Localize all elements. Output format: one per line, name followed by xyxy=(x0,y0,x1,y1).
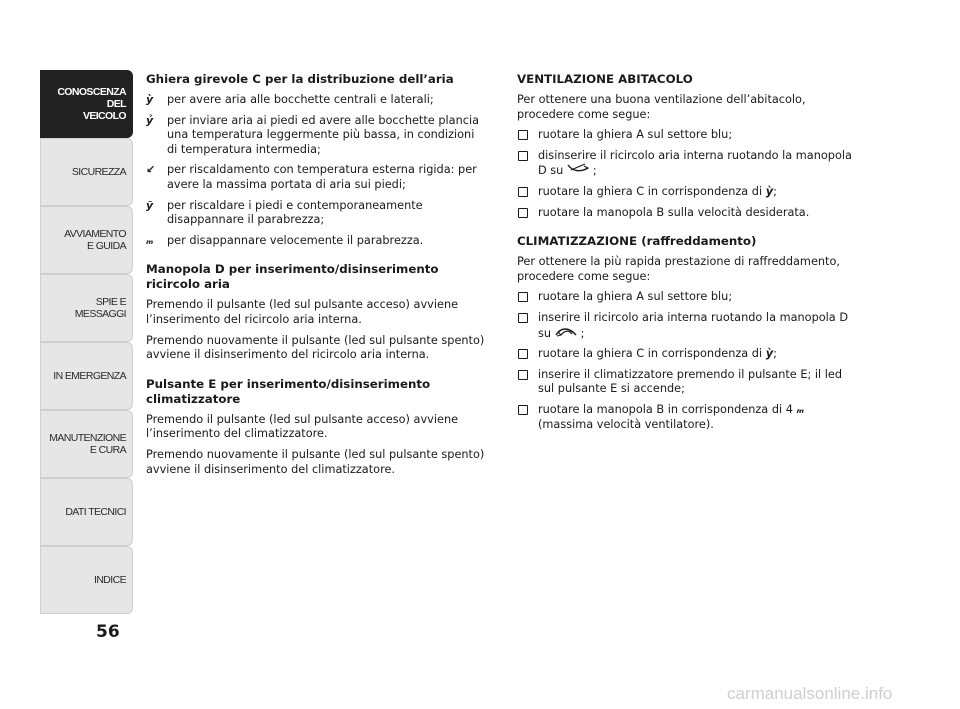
tab-spie-e-messaggi[interactable] xyxy=(40,274,133,342)
tab-label: DATI TECNICI xyxy=(65,506,126,518)
fresh-air-icon xyxy=(567,164,593,177)
item-text: per avere aria alle bocchette centrali e laterali; xyxy=(167,93,434,106)
item-text: disinserire il ricircolo aria interna ruotando la manopola D su xyxy=(538,148,852,178)
list-item xyxy=(517,290,857,305)
tab-dati-tecnici[interactable] xyxy=(40,478,133,546)
checkbox-bullet-icon xyxy=(518,130,528,140)
air-face-icon: ỳ xyxy=(765,347,774,361)
fan-speed-icon: ₘ xyxy=(796,402,805,416)
checkbox-bullet-icon xyxy=(518,208,528,218)
tab-label: IN EMERGENZA xyxy=(53,370,126,382)
checkbox-bullet-icon xyxy=(518,370,528,380)
manopola-heading: Manopola D per inserimento/disinserimento ricircolo aria xyxy=(146,262,439,292)
paragraph: Per ottenere una buona ventilazione dell’abitacolo, procedere come segue: xyxy=(517,93,806,121)
air-feet-windscreen-icon: ỹ xyxy=(146,198,154,212)
item-text-end: ; xyxy=(773,347,777,361)
list-item xyxy=(517,347,857,362)
tab-avviamento-e-guida[interactable] xyxy=(40,206,133,274)
tab-label: SICUREZZA xyxy=(71,166,126,178)
climatizzazione-heading: CLIMATIZZAZIONE (raffreddamento) xyxy=(517,234,757,249)
tab-indice[interactable] xyxy=(40,546,133,614)
tab-label: INDICE xyxy=(94,574,126,586)
tab-label: MANUTENZIONE E CURA xyxy=(49,432,126,456)
item-text: ruotare la ghiera C in corrispondenza di xyxy=(538,184,763,198)
defrost-icon: ₘ xyxy=(146,233,154,247)
item-text-end: ; xyxy=(580,326,585,340)
right-column xyxy=(517,72,857,438)
pulsante-heading: Pulsante E per inserimento/disinserimento climatizzatore xyxy=(146,376,431,406)
air-face-feet-icon: ỷ xyxy=(146,113,154,127)
item-text: per inviare aria ai piedi ed avere alle bocchette plancia una temperatura leggermente più bassa, in condizioni di temperatura intermedia; xyxy=(167,113,479,156)
item-text: ruotare la ghiera A sul settore blu; xyxy=(538,128,733,142)
checkbox-bullet-icon xyxy=(518,151,528,161)
tab-sicurezza[interactable] xyxy=(40,138,133,206)
air-face-icon: ỳ xyxy=(146,93,154,106)
list-item xyxy=(517,368,857,397)
paragraph: Premendo nuovamente il pulsante (led sul pulsante spento) avviene il disinserimento del ricircolo aria interna. xyxy=(146,333,485,362)
tab-label: AVVIAMENTO E GUIDA xyxy=(64,228,126,252)
item-text: per riscaldamento con temperatura esterna rigida: per avere la massima portata di aria sui piedi; xyxy=(167,163,477,191)
paragraph: Premendo il pulsante (led sul pulsante acceso) avviene l’inserimento del ricircolo aria interna. xyxy=(146,298,459,326)
air-feet-icon: ↙ xyxy=(146,163,156,177)
list-item xyxy=(517,311,857,341)
list-item xyxy=(146,199,486,228)
list-item xyxy=(517,403,857,432)
list-item xyxy=(146,114,486,158)
item-text-end: ; xyxy=(592,164,597,178)
watermark: carmanualsonline.info xyxy=(727,684,893,703)
item-text: inserire il ricircolo aria interna ruotando la manopola D su xyxy=(538,310,849,340)
checkbox-bullet-icon xyxy=(518,405,528,415)
item-text: per disappannare velocemente il parabrezza. xyxy=(167,233,424,247)
tab-manutenzione-e-cura[interactable] xyxy=(40,410,133,478)
item-text: ruotare la manopola B in corrispondenza di 4 xyxy=(538,402,793,416)
item-text: inserire il climatizzatore premendo il pulsante E; il led sul pulsante E si accende; xyxy=(538,367,843,396)
tab-label: CONOSCENZA DEL VEICOLO xyxy=(57,86,126,122)
paragraph: Per ottenere la più rapida prestazione di raffreddamento, procedere come segue: xyxy=(517,255,840,283)
paragraph: Premendo il pulsante (led sul pulsante acceso) avviene l’inserimento del climatizzatore. xyxy=(146,412,459,441)
list-item xyxy=(517,128,857,143)
item-text-end: ; xyxy=(773,184,777,198)
list-item xyxy=(517,185,857,200)
list-item xyxy=(517,206,857,221)
list-item xyxy=(146,163,486,192)
checkbox-bullet-icon xyxy=(518,292,528,302)
item-text: ruotare la manopola B sulla velocità desiderata. xyxy=(538,205,810,219)
item-text: per riscaldare i piedi e contemporaneamente disappannare il parabrezza; xyxy=(167,198,423,227)
air-face-icon: ỳ xyxy=(765,184,774,198)
left-column xyxy=(146,72,486,483)
checkbox-bullet-icon xyxy=(518,313,528,323)
list-item xyxy=(146,234,486,249)
list-item xyxy=(517,149,857,179)
tab-conoscenza-del-veicolo[interactable] xyxy=(40,70,133,138)
tab-label: SPIE E MESSAGGI xyxy=(74,296,126,320)
checkbox-bullet-icon xyxy=(518,187,528,197)
ventilazione-heading: VENTILAZIONE ABITACOLO xyxy=(517,72,693,86)
recirculation-icon xyxy=(555,327,581,340)
list-item xyxy=(146,93,486,108)
checkbox-bullet-icon xyxy=(518,349,528,359)
item-text: ruotare la ghiera C in corrispondenza di xyxy=(538,347,763,361)
item-text-end: (massima velocità ventilatore). xyxy=(538,417,714,431)
page-number: 56 xyxy=(96,622,120,642)
tab-in-emergenza[interactable] xyxy=(40,342,133,410)
chapter-tabs xyxy=(40,70,133,614)
item-text: ruotare la ghiera A sul settore blu; xyxy=(538,290,733,304)
ghiera-heading: Ghiera girevole C per la distribuzione dell’aria xyxy=(146,72,454,86)
paragraph: Premendo nuovamente il pulsante (led sul pulsante spento) avviene il disinserimento del climatizzatore. xyxy=(146,447,485,476)
